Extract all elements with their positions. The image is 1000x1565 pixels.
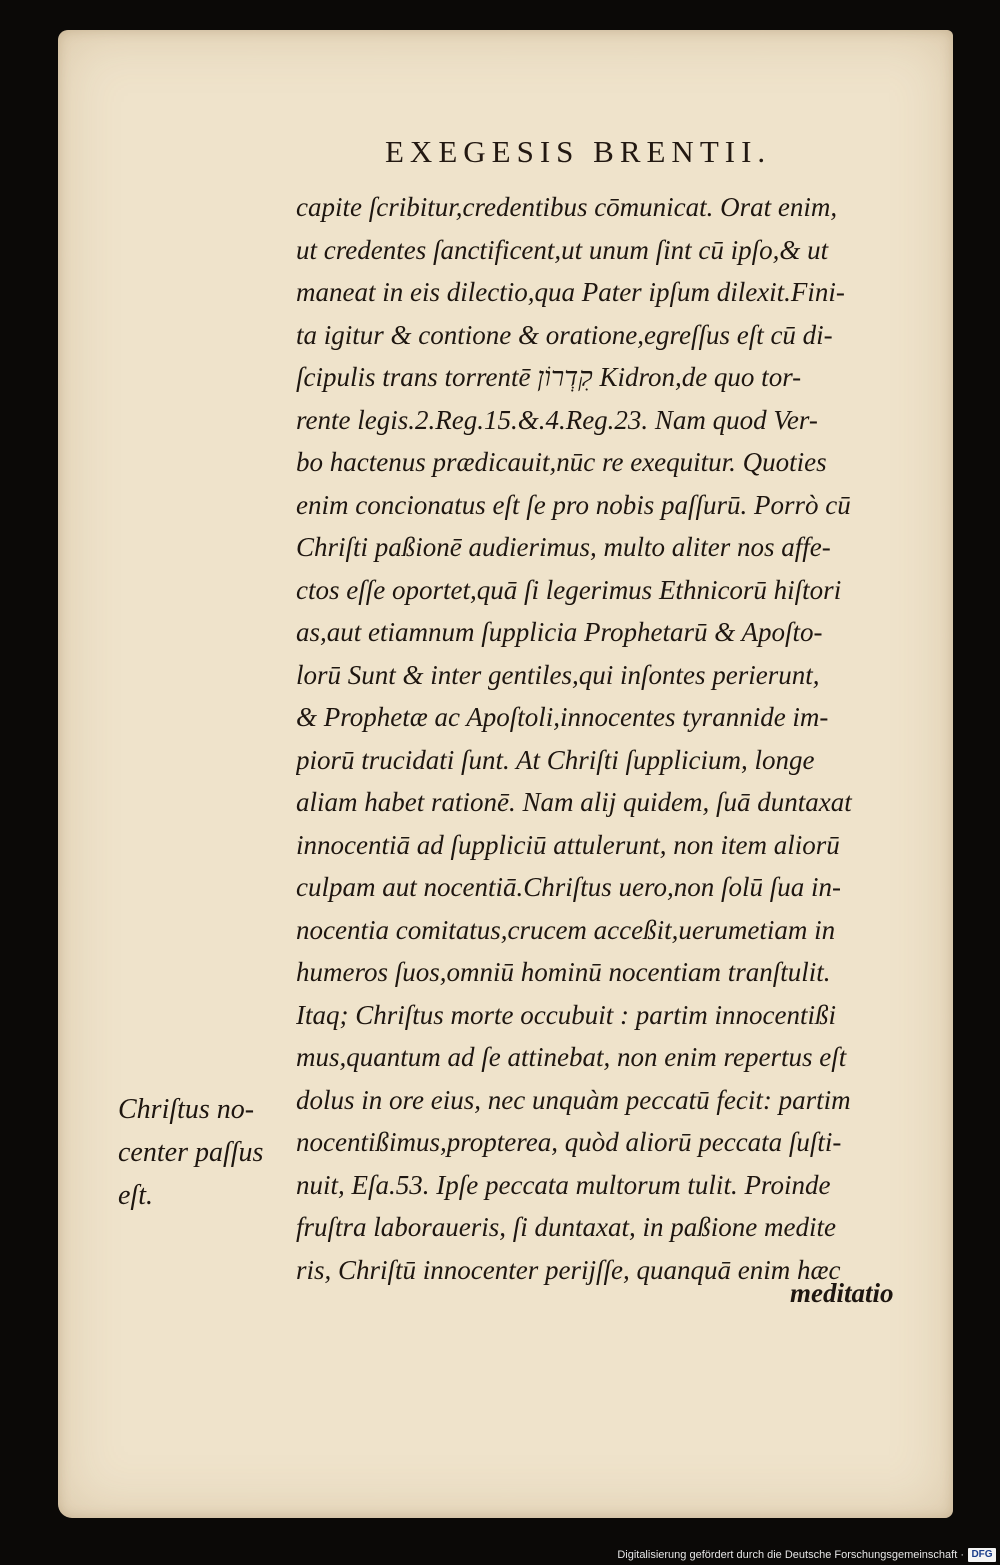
text-line: dolus in ore eius, nec unquàm peccatū fecit: partim [296, 1084, 851, 1115]
marginal-note-line: center paſſus [118, 1137, 264, 1168]
text-line: nocentißimus,propterea, quòd aliorū peccata ſuſti- [296, 1127, 842, 1157]
marginal-note [118, 1088, 293, 1217]
text-line: ris, Chriſtū innocenter perijſſe, quanquā enim hæc [296, 1254, 841, 1285]
text-line: nocentia comitatus,crucem acceßit,uerumetiam in [296, 914, 836, 945]
text-line: humeros ſuos,omniū hominū nocentiam tranſtulit. [296, 957, 831, 987]
text-line: Itaq; Chriſtus morte occubuit : partim innocentißi [296, 999, 836, 1030]
text-line: ſcipulis trans torrentē קִדְרוֹן Kidron,de quo tor- [296, 362, 802, 392]
text-line: bo hactenus prædicauit,nūc re exequitur. Quoties [296, 447, 827, 477]
text-line: ta igitur & contione & oratione,egreſſus eſt cū di- [296, 319, 833, 350]
text-line: piorū trucidati ſunt. At Chriſti ſupplicium, longe [296, 744, 815, 775]
marginal-note-line: eſt. [118, 1180, 153, 1211]
text-line: fruſtra laboraueris, ſi duntaxat, in paßione medite [296, 1212, 836, 1242]
text-line: lorū Sunt & inter gentiles,qui inſontes perierunt, [296, 659, 820, 690]
catchword: meditatio [790, 1278, 894, 1308]
text-line: mus,quantum ad ſe attinebat, non enim repertus eſt [296, 1042, 847, 1072]
text-line: ctos eſſe oportet,quā ſi legerimus Ethnicorū hiſtori [296, 574, 842, 605]
marginal-note-line: Chriſtus no- [118, 1094, 255, 1125]
running-head: EXEGESIS BRENTII. [385, 134, 772, 169]
text-line: nuit, Eſa.53. Ipſe peccata multorum tulit. Proinde [296, 1169, 831, 1200]
body-text [296, 186, 926, 1291]
funding-credit: Digitalisierung gefördert durch die Deutsche Forschungsgemeinschaft · [617, 1549, 964, 1561]
dfg-logo: DFG [968, 1548, 996, 1562]
text-line: rente legis.2.Reg.15.&.4.Reg.23. Nam quod Ver- [296, 404, 818, 435]
text-line: capite ſcribitur,credentibus cōmunicat. Orat enim, [296, 192, 838, 222]
text-line: Chriſti paßionē audierimus, multo aliter nos affe- [296, 532, 831, 562]
text-line: enim concionatus eſt ſe pro nobis paſſurū. Porrò cū [296, 489, 851, 520]
text-line: innocentiā ad ſuppliciū attulerunt, non item aliorū [296, 829, 840, 860]
text-line: maneat in eis dilectio,qua Pater ipſum dilexit.Fini- [296, 277, 845, 307]
text-line: culpam aut nocentiā.Chriſtus uero,non ſolū ſua in- [296, 872, 841, 902]
text-line: as,aut etiamnum ſupplicia Prophetarū & Apoſto- [296, 617, 823, 647]
text-line: aliam habet rationē. Nam alij quidem, ſuā duntaxat [296, 787, 852, 817]
text-line: & Prophetæ ac Apoſtoli,innocentes tyrannide im- [296, 702, 829, 732]
text-line: ut credentes ſanctificent,ut unum ſint cū ipſo,& ut [296, 234, 829, 265]
